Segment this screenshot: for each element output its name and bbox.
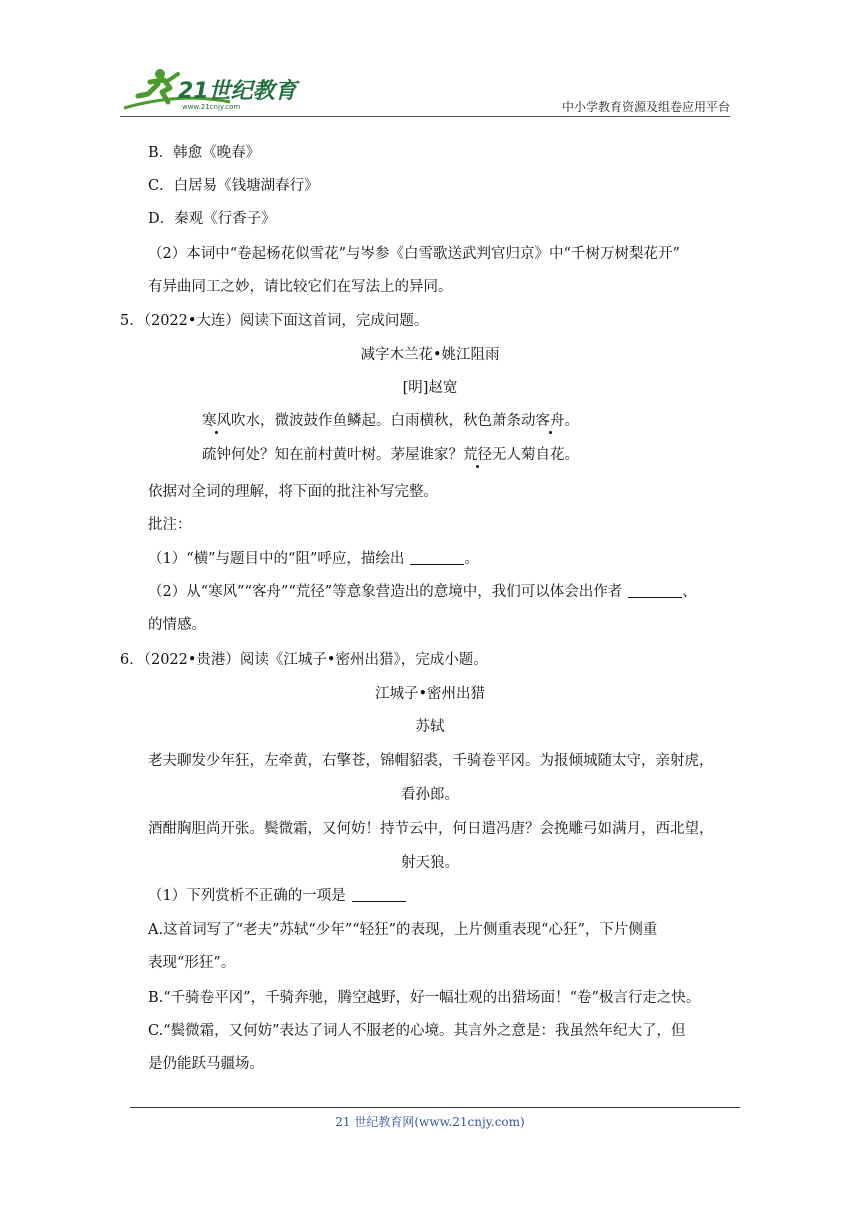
answer-blank[interactable]: [410, 550, 464, 565]
footer-divider: [130, 1107, 740, 1108]
poem2-author: 苏轼: [415, 719, 445, 735]
question-4-2: （2）本词中“卷起杨花似雪花”与岑参《白雪歌送武判官归京》中“千树万树梨花开”: [148, 246, 680, 262]
platform-name: 中小学教育资源及组卷应用平台: [561, 100, 730, 114]
option-c: C．白居易《钱塘湖春行》: [148, 178, 319, 194]
poem2-line-2-end: 射天狼。: [401, 855, 459, 871]
answer-blank[interactable]: [628, 583, 682, 598]
question-6-1-text: （1）下列赏析不正确的一项是: [148, 888, 346, 904]
answer-blank[interactable]: [352, 887, 406, 902]
emphasis-hanfeng: 寒风: [202, 413, 231, 429]
footer-link[interactable]: 21 世纪教育网(www.21cnjy.com): [335, 1115, 525, 1129]
site-logo: [120, 62, 310, 112]
instruction: 依据对全词的理解，将下面的批注补写完整。: [148, 484, 438, 500]
poem-line-1-end: 。: [564, 413, 579, 429]
poem-line-2-text: 疏钟何处？知在前村黄叶树。茅屋谁家？: [202, 447, 463, 463]
poem-line-1-text: 吹水，微波鼓作鱼鳞起。白雨横秋，秋色萧条动: [231, 413, 536, 429]
option-c2: C.“鬓微霜，又何妨”表达了词人不服老的心境。其言外之意是：我虽然年纪大了，但: [148, 1023, 686, 1039]
header-divider: [120, 116, 730, 117]
svg-text:21世纪教育: 21世纪教育: [178, 79, 297, 104]
poem2-title: 江城子•密州出猎: [374, 686, 486, 702]
option-b2: B.“千骑卷平冈”，千骑奔驰，腾空越野，好一幅壮观的出猎场面！“卷”极言行走之快。: [148, 990, 701, 1006]
question-6-1: [148, 886, 406, 906]
annotation-2: [148, 582, 697, 602]
question-5-title: 5．（2022•大连）阅读下面这首词，完成问题。: [120, 313, 429, 329]
option-a: A.这首词写了“老夫”苏轼“少年”“轻狂”的表现，上片侧重表现“心狂”，下片侧重: [148, 922, 658, 938]
poem-line-1: [202, 411, 579, 431]
emphasis-huangjing: 荒径: [463, 447, 492, 463]
emphasis-kezhou: 客舟: [535, 413, 565, 429]
page-header: [120, 62, 730, 118]
annotation-1-end: 。: [464, 551, 479, 567]
poem-author: [明]赵宽: [402, 380, 458, 396]
poem-line-2: [202, 445, 579, 465]
option-a-cont: 表现“形狂”。: [148, 955, 236, 971]
annotation-1: [148, 549, 479, 569]
question-6-title: 6．（2022•贵港）阅读《江城子•密州出猎》，完成小题。: [120, 652, 488, 668]
poem2-line-1-end: 看孙郎。: [401, 787, 459, 803]
option-c2-cont: 是仍能跃马疆场。: [148, 1056, 264, 1072]
annotation-2-cont: 的情感。: [148, 617, 206, 633]
annotation-2-end: 、: [682, 584, 697, 600]
svg-text:www.21cnjy.com: www.21cnjy.com: [182, 103, 241, 111]
annotation-label: 批注：: [148, 517, 192, 533]
annotation-2-text: （2）从“寒风”“客舟”“荒径”等意象营造出的意境中，我们可以体会出作者: [148, 584, 623, 600]
question-4-2-cont: 有异曲同工之妙，请比较它们在写法上的异同。: [148, 279, 453, 295]
option-d: D．秦观《行香子》: [148, 211, 276, 227]
poem2-line-2: 酒酣胸胆尚开张。鬓微霜，又何妨！持节云中，何日遣冯唐？会挽雕弓如满月，西北望，: [148, 821, 714, 837]
poem2-line-1: 老夫聊发少年狂，左牵黄，右擎苍，锦帽貂裘，千骑卷平冈。为报倾城随太守，亲射虎，: [148, 753, 714, 769]
annotation-1-text: （1）“横”与题目中的“阻”呼应，描绘出: [148, 551, 405, 567]
poem-title: 减字木兰花•姚江阻雨: [360, 347, 500, 363]
option-b: B．韩愈《晚春》: [148, 145, 261, 161]
poem-line-2-end: 无人菊自花。: [492, 447, 579, 463]
